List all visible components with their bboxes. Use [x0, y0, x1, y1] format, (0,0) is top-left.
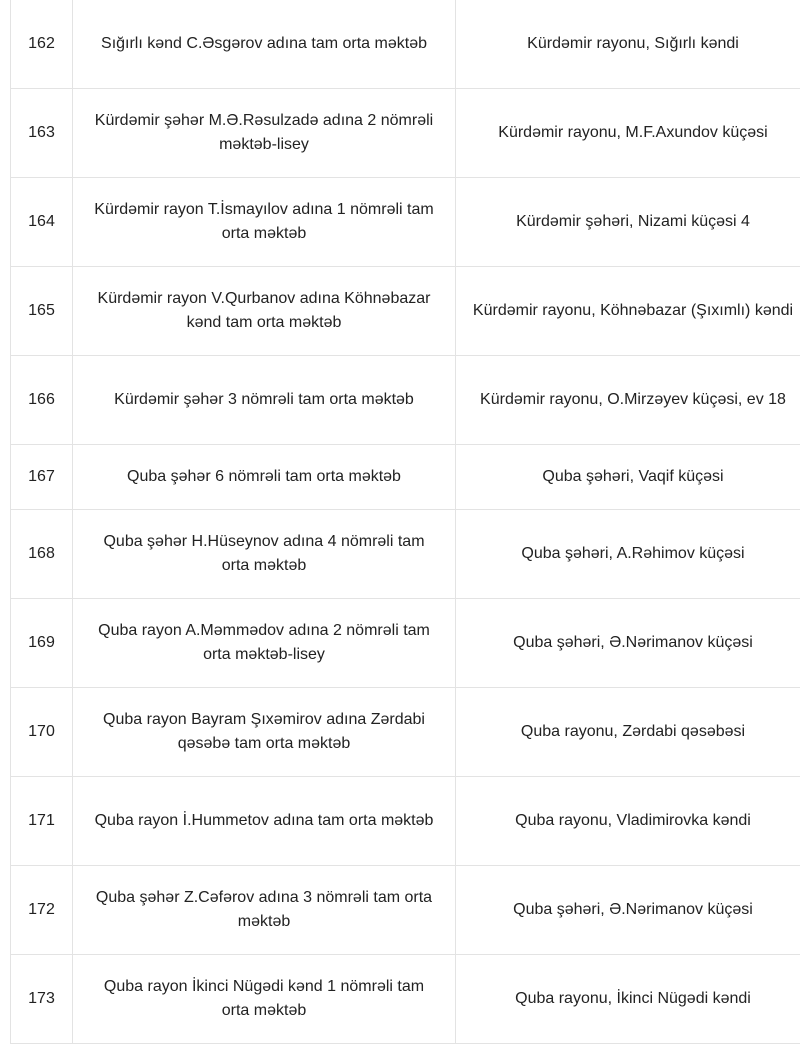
- table-row: [11, 866, 800, 955]
- table-row: [11, 688, 800, 777]
- row-number: 162: [11, 0, 73, 89]
- school-address: Quba rayonu, Vladimirovka kəndi: [456, 777, 800, 866]
- row-number: 170: [11, 688, 73, 777]
- row-number: 171: [11, 777, 73, 866]
- school-address: Quba şəhəri, Ə.Nərimanov küçəsi: [456, 599, 800, 688]
- row-number: 164: [11, 178, 73, 267]
- table-row: [11, 445, 800, 510]
- row-number: 172: [11, 866, 73, 955]
- table-row: [11, 89, 800, 178]
- row-number: 169: [11, 599, 73, 688]
- school-name: Quba şəhər H.Hüseynov adına 4 nömrəli tam orta məktəb: [73, 510, 456, 599]
- school-name: Quba şəhər 6 nömrəli tam orta məktəb: [73, 445, 456, 510]
- row-number: 163: [11, 89, 73, 178]
- table-row: [11, 178, 800, 267]
- school-address: Kürdəmir rayonu, M.F.Axundov küçəsi: [456, 89, 800, 178]
- school-address: Quba rayonu, İkinci Nügədi kəndi: [456, 955, 800, 1044]
- school-address: Kürdəmir rayonu, O.Mirzəyev küçəsi, ev 18: [456, 356, 800, 445]
- schools-table-wrapper: [10, 0, 800, 1044]
- table-row: [11, 356, 800, 445]
- school-name: Quba rayon İkinci Nügədi kənd 1 nömrəli tam orta məktəb: [73, 955, 456, 1044]
- school-name: Sığırlı kənd C.Əsgərov adına tam orta məktəb: [73, 0, 456, 89]
- school-address: Quba şəhəri, A.Rəhimov küçəsi: [456, 510, 800, 599]
- schools-table: [10, 0, 800, 1044]
- school-address: Kürdəmir şəhəri, Nizami küçəsi 4: [456, 178, 800, 267]
- row-number: 165: [11, 267, 73, 356]
- school-name: Quba şəhər Z.Cəfərov adına 3 nömrəli tam orta məktəb: [73, 866, 456, 955]
- school-name: Kürdəmir rayon T.İsmayılov adına 1 nömrəli tam orta məktəb: [73, 178, 456, 267]
- school-name: Quba rayon A.Məmmədov adına 2 nömrəli tam orta məktəb-lisey: [73, 599, 456, 688]
- school-address: Quba şəhəri, Vaqif küçəsi: [456, 445, 800, 510]
- school-address: Kürdəmir rayonu, Köhnəbazar (Şıxımlı) kəndi: [456, 267, 800, 356]
- school-address: Quba rayonu, Zərdabi qəsəbəsi: [456, 688, 800, 777]
- table-row: [11, 777, 800, 866]
- school-address: Quba şəhəri, Ə.Nərimanov küçəsi: [456, 866, 800, 955]
- school-name: Quba rayon İ.Hummetov adına tam orta məktəb: [73, 777, 456, 866]
- school-name: Kürdəmir rayon V.Qurbanov adına Köhnəbazar kənd tam orta məktəb: [73, 267, 456, 356]
- school-address: Kürdəmir rayonu, Sığırlı kəndi: [456, 0, 800, 89]
- school-name: Kürdəmir şəhər 3 nömrəli tam orta məktəb: [73, 356, 456, 445]
- school-name: Kürdəmir şəhər M.Ə.Rəsulzadə adına 2 nömrəli məktəb-lisey: [73, 89, 456, 178]
- table-row: [11, 0, 800, 89]
- table-row: [11, 955, 800, 1044]
- row-number: 173: [11, 955, 73, 1044]
- row-number: 166: [11, 356, 73, 445]
- school-name: Quba rayon Bayram Şıxəmirov adına Zərdabi qəsəbə tam orta məktəb: [73, 688, 456, 777]
- row-number: 167: [11, 445, 73, 510]
- row-number: 168: [11, 510, 73, 599]
- table-row: [11, 267, 800, 356]
- table-row: [11, 599, 800, 688]
- table-row: [11, 510, 800, 599]
